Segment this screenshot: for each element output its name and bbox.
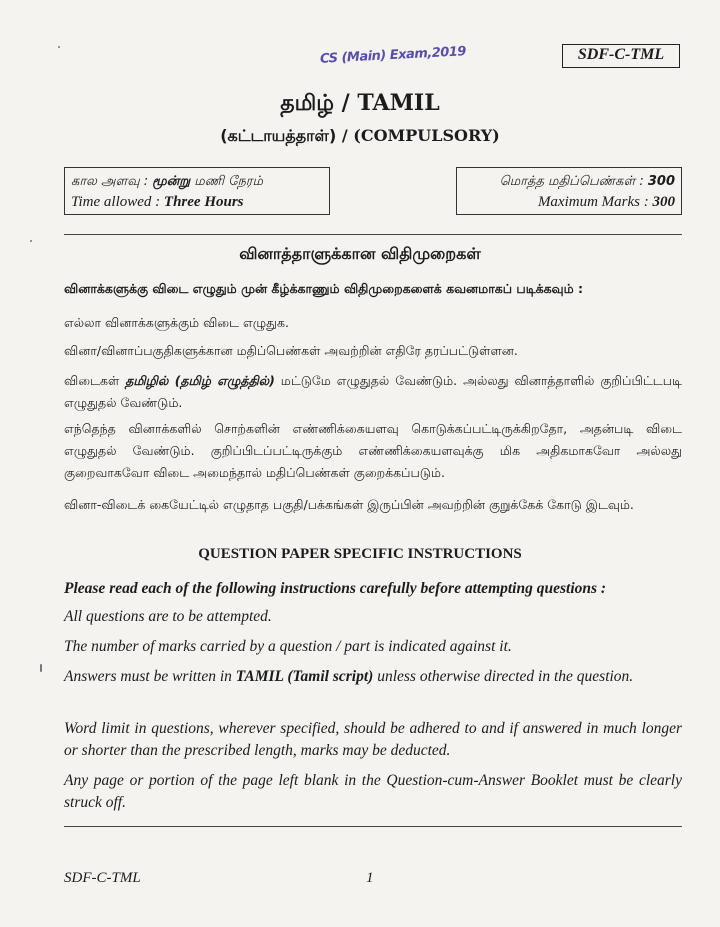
time-allowed-english: Time allowed : Three Hours: [71, 194, 244, 210]
exam-stamp: CS (Main) Exam,2019: [319, 44, 467, 67]
time-allowed-tamil: கால அளவு : மூன்று மணி நேரம்: [71, 174, 263, 189]
footer-page-number: 1: [366, 870, 374, 886]
tamil-instruction-4: எந்தெந்த வினாக்களில் சொற்களின் எண்ணிக்கையளவு கொடுக்கப்பட்டிருக்கிறதோ, அதன்படி விடை எழுதுதல் வேண்டும். குறிப்பிடப்பட்டிருக்கும் எண்ணிக்கையளவுக்கு மிக அதிகமாகவோ அல்லது குறைவாகவோ விடை அமைந்தால் மதிப்பெண்கள் குறைக்கப்படும்.: [64, 421, 682, 480]
maximum-marks-english: Maximum Marks : 300: [537, 194, 675, 210]
english-instruction-2: The number of marks carried by a question / part is indicated against it.: [64, 638, 512, 655]
scan-speck: [30, 240, 32, 242]
tamil-instruction-3: விடைகள் தமிழில் (தமிழ் எழுத்தில்) மட்டுமே எழுதுதல் வேண்டும். அல்லது வினாத்தாளில் குறிப்பிட்டபடி எழுதுதல் வேண்டும்.: [64, 373, 682, 410]
subtitle-tamil: (கட்டாயத்தாள்): [220, 126, 337, 145]
scan-speck: [58, 46, 60, 48]
paper-code-box: SDF-C-TML: [562, 44, 680, 68]
divider-top: [64, 234, 682, 235]
english-instructions-heading: QUESTION PAPER SPECIFIC INSTRUCTIONS: [198, 546, 522, 562]
english-instruction-4: Word limit in questions, wherever specified, should be adhered to and if answered in much longer or shorter than the prescribed length, marks may be deducted.: [64, 720, 682, 759]
subtitle-english: (COMPULSORY): [353, 126, 500, 145]
maximum-marks-box: [456, 167, 682, 215]
paper-subtitle: [0, 126, 720, 147]
tamil-instructions-intro: வினாக்களுக்கு விடை எழுதும் முன் கீழ்க்காணும் விதிமுறைகளைக் கவனமாகப் படிக்கவும் :: [64, 281, 584, 296]
english-instruction-1: All questions are to be attempted.: [64, 608, 272, 625]
tamil-instruction-5: வினா-விடைக் கையேட்டில் எழுதாத பகுதி/பக்கங்கள் இருப்பின் அவற்றின் குறுக்கேக் கோடு இடவும்.: [64, 497, 634, 512]
scan-speck: [40, 664, 42, 672]
tamil-instruction-2: வினா/வினாப்பகுதிகளுக்கான மதிப்பெண்கள் அவற்றின் எதிரே தரப்பட்டுள்ளன.: [64, 343, 518, 358]
english-instructions-intro: Please read each of the following instructions carefully before attempting questions :: [64, 580, 607, 597]
subtitle-separator: /: [336, 126, 354, 145]
english-instruction-3: Answers must be written in TAMIL (Tamil script) unless otherwise directed in the question.: [64, 668, 634, 685]
tamil-instruction-1: எல்லா வினாக்களுக்கும் விடை எழுதுக.: [64, 315, 289, 330]
tamil-instructions-heading: வினாத்தாளுக்கான விதிமுறைகள்: [239, 244, 481, 263]
maximum-marks-tamil: மொத்த மதிப்பெண்கள் : 300: [499, 174, 675, 189]
divider-bottom: [64, 826, 682, 827]
paper-title: தமிழ் / TAMIL: [280, 90, 440, 116]
english-instruction-5: Any page or portion of the page left blank in the Question-cum-Answer Booklet must be clearly struck off.: [64, 772, 682, 811]
time-allowed-box: [64, 167, 330, 215]
footer-paper-code: SDF-C-TML: [64, 870, 141, 886]
